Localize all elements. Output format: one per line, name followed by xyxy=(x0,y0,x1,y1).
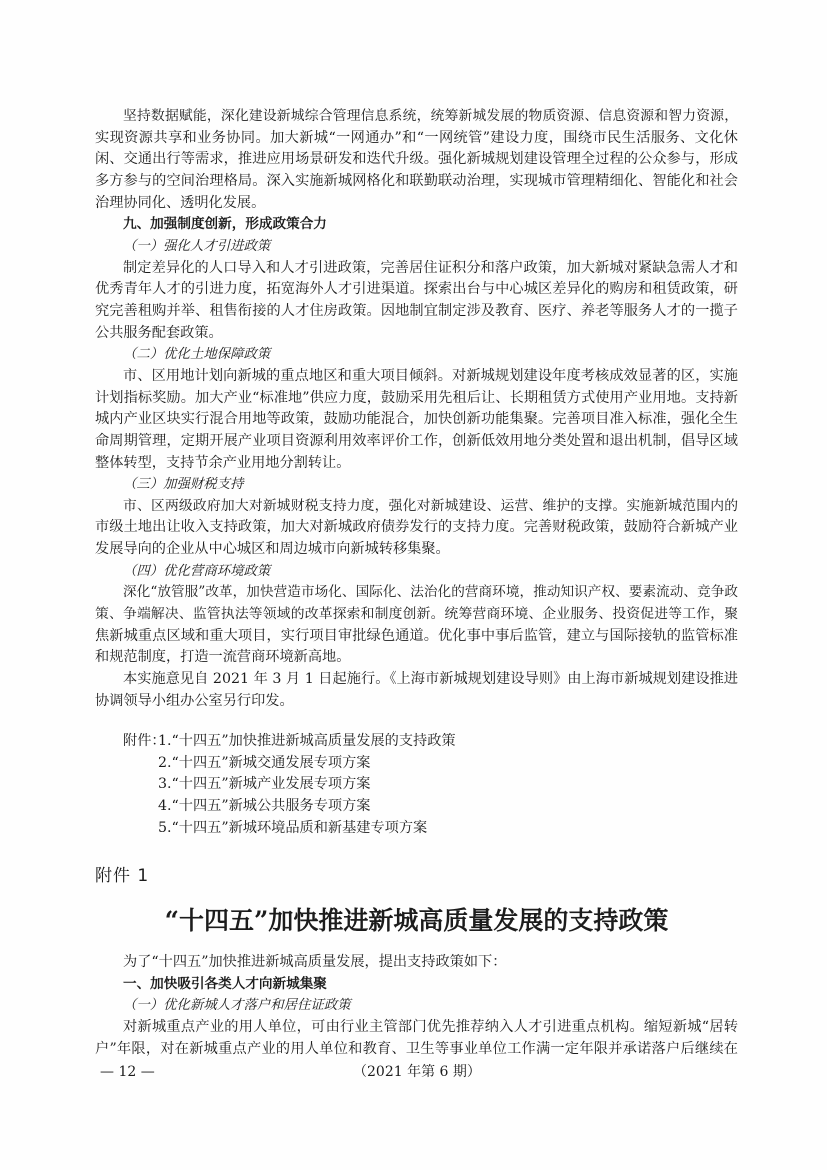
paragraph-line: 命周期管理，定期开展产业项目资源利用效率评价工作，创新低效用地分类处置和退出机制，倡导区域 xyxy=(95,432,738,449)
paragraph-line: 本实施意见自 2021 年 3 月 1 日起施行。《上海市新城规划建设导则》由上海市新城规划建设推进 xyxy=(123,671,738,688)
attachment-item: 4.“十四五”新城公共服务专项方案 xyxy=(158,797,371,814)
attachment-item: 3.“十四五”新城产业发展专项方案 xyxy=(158,776,371,793)
paragraph-line: 究完善租购并举、租售衔接的人才住房政策。因地制宜制定涉及教育、医疗、养老等服务人才的一揽子 xyxy=(95,302,738,319)
paragraph-line: 制定差异化的人口导入和人才引进政策，完善居住证积分和落户政策，加大新城对紧缺急需人才和 xyxy=(123,259,738,276)
attachment-item: 5.“十四五”新城环境品质和新基建专项方案 xyxy=(158,819,428,836)
paragraph-line: 优秀青年人才的引进力度，拓宽海外人才引进渠道。探索出台与中心城区差异化的购房和租赁政策，研 xyxy=(95,281,738,298)
attachment-item: 1.“十四五”加快推进新城高质量发展的支持政策 xyxy=(158,733,456,749)
paragraph-line: 深化“放管服”改革，加快营造市场化、国际化、法治化的营商环境，推动知识产权、要素流动、竞争政 xyxy=(123,584,738,601)
paragraph-line: 策、争端解决、监管执法等领域的改革探索和制度创新。统筹营商环境、企业服务、投资促进等工作，聚 xyxy=(95,606,738,623)
attachment-row xyxy=(95,731,738,753)
issue-label: （2021 年第 6 期） xyxy=(353,1064,481,1080)
annex-title: “十四五”加快推进新城高质量发展的支持政策 xyxy=(164,906,669,935)
annex-body xyxy=(95,952,738,1060)
paragraph-line: 焦新城重点区域和重大项目，实行项目审批绿色通道。优化事中事后监管，建立与国际接轨的监管标准 xyxy=(95,627,738,644)
paragraph-line: 市、区用地计划向新城的重点地区和重大项目倾斜。对新城规划建设年度考核成效显著的区，实施 xyxy=(123,367,738,384)
paragraph-line: 闲、交通出行等需求，推进应用场景研发和迭代升级。强化新城规划建设管理全过程的公众参与，形成 xyxy=(95,151,738,168)
paragraph-line: 市、区两级政府加大对新城财税支持力度，强化对新城建设、运营、维护的支撑。实施新城范围内的 xyxy=(123,497,738,514)
paragraph-line: 坚持数据赋能，深化建设新城综合管理信息系统，统筹新城发展的物质资源、信息资源和智力资源， xyxy=(123,108,738,124)
subsection-heading: （二）优化土地保障政策 xyxy=(123,347,271,363)
paragraph-line: 治理协同化、透明化发展。 xyxy=(95,194,266,211)
paragraph-line: 和规范制度，打造一流营商环境新高地。 xyxy=(95,649,351,666)
subsection-heading: （四）优化营商环境政策 xyxy=(123,563,271,579)
paragraph-line: 整体转型，支持节余产业用地分割转让。 xyxy=(95,454,351,471)
attachment-item: 2.“十四五”新城交通发展专项方案 xyxy=(158,754,371,771)
subsection-heading: （一）优化新城人才落户和居住证政策 xyxy=(123,998,351,1014)
subsection-heading: （一）强化人才引进政策 xyxy=(123,238,271,254)
attachment-list xyxy=(95,731,738,839)
paragraph-line: 实现资源共享和业务协同。加大新城“一网通办”和“一网统管”建设力度，围绕市民生活服务、文化休 xyxy=(95,129,738,146)
section-heading: 一、加快吸引各类人才向新城集聚 xyxy=(123,975,327,992)
main-body xyxy=(95,106,738,712)
page-number: — 12 — xyxy=(100,1064,155,1080)
paragraph-line: 多方参与的空间治理格局。深入实施新城网格化和联勤联动治理，实现城市管理精细化、智能化和社会 xyxy=(95,172,738,189)
attachment-label: 附件： xyxy=(123,733,166,749)
section-heading: 九、加强制度创新，形成政策合力 xyxy=(123,216,327,233)
paragraph-line: 计划指标奖励。加大产业“标准地”供应力度，鼓励采用先租后让、长期租赁方式使用产业用地。支持新 xyxy=(95,389,738,406)
paragraph-line: 市级土地出让收入支持政策，加大对新城政府债券发行的支持力度。完善财税政策，鼓励符合新城产业 xyxy=(95,519,738,536)
paragraph-line: 城内产业区块实行混合用地等政策，鼓励功能混合，加快创新功能集聚。完善项目准入标准，强化全生 xyxy=(95,411,738,428)
annex-label: 附件 1 xyxy=(95,866,150,886)
paragraph-line: 发展导向的企业从中心城区和周边城市向新城转移集聚。 xyxy=(95,541,450,558)
subsection-heading: （三）加强财税支持 xyxy=(123,477,244,493)
paragraph-line: 为了“十四五”加快推进新城高质量发展，提出支持政策如下： xyxy=(123,954,507,970)
paragraph-line: 户”年限，对在新城重点产业的用人单位和教育、卫生等事业单位工作满一定年限并承诺落户后继续在 xyxy=(95,1040,738,1057)
paragraph-line: 协调领导小组办公室另行印发。 xyxy=(95,692,294,709)
paragraph-line: 对新城重点产业的用人单位，可由行业主管部门优先推荐纳入人才引进重点机构。缩短新城“居转 xyxy=(123,1018,738,1035)
paragraph-line: 公共服务配套政策。 xyxy=(95,324,223,341)
